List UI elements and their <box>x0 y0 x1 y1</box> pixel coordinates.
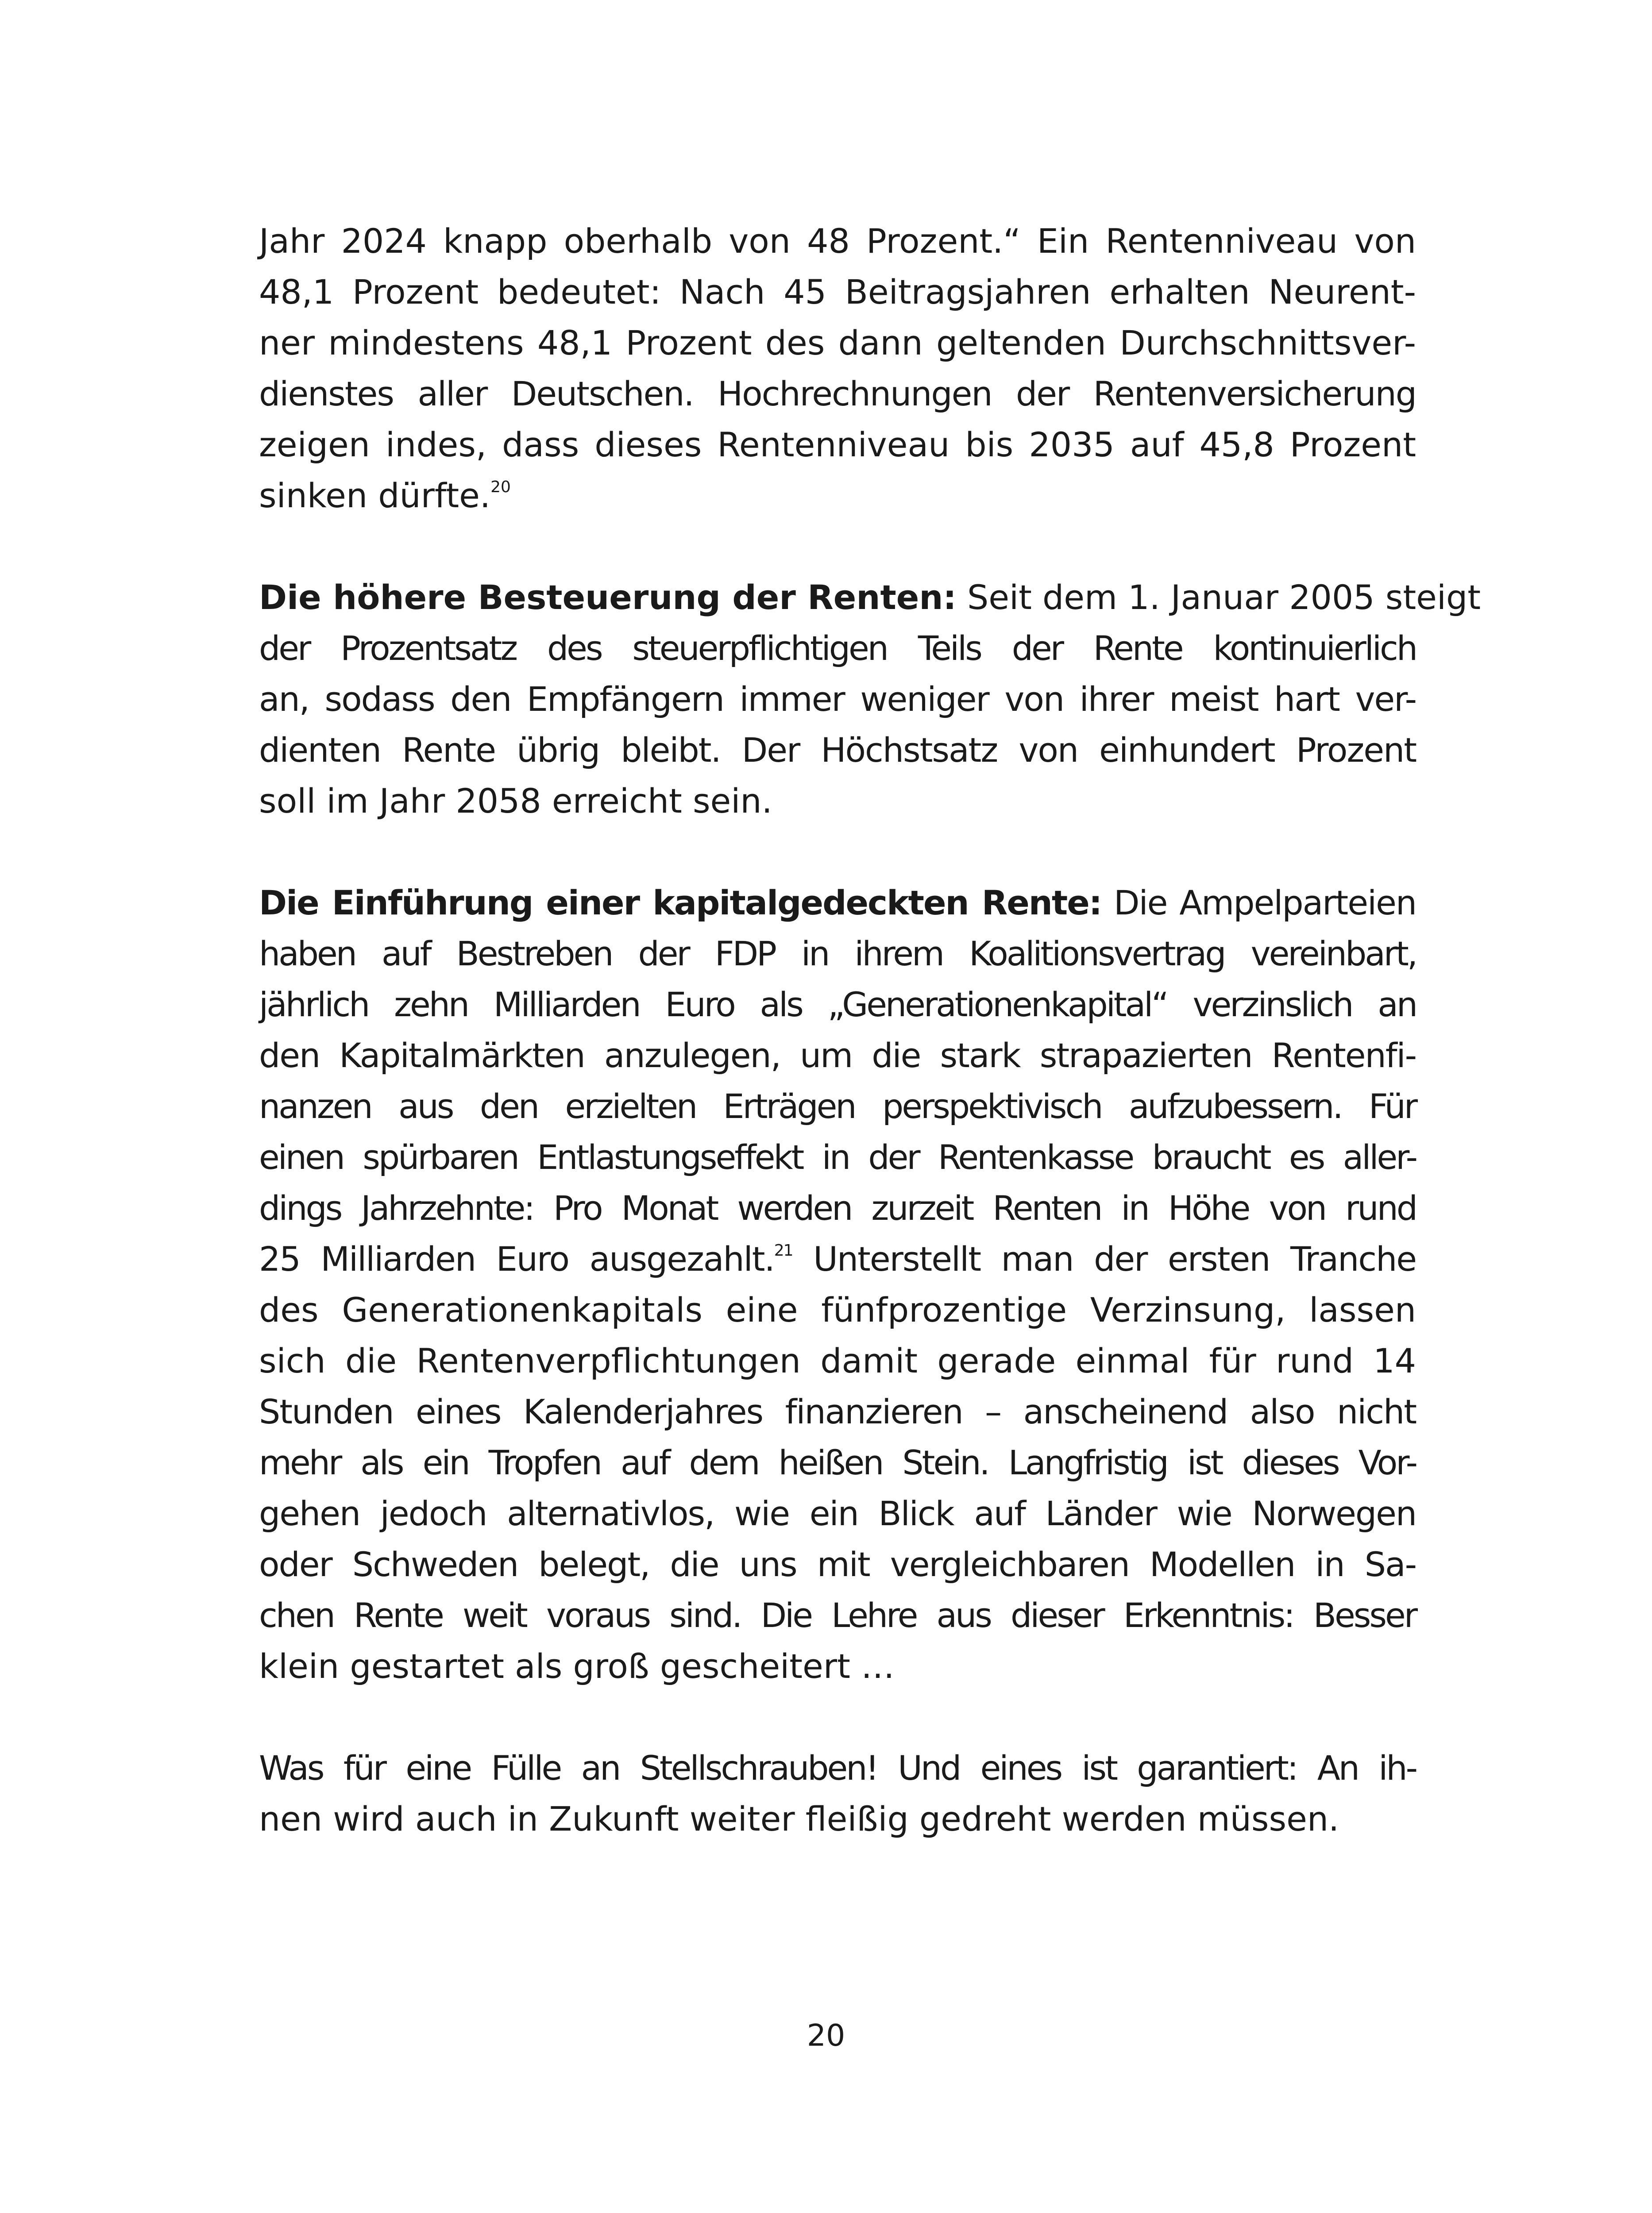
text-line: des Generationenkapitals eine fünfprozentige Verzinsung, lassen <box>259 1290 1416 1330</box>
text-line: klein gestartet als groß gescheitert … <box>259 1646 895 1686</box>
text-line: Jahr 2024 knapp oberhalb von 48 Prozent.“ Ein Rentenniveau von <box>259 221 1416 261</box>
paragraph-heading: Die Einführung einer kapitalgedeckten Rente: <box>259 883 1102 922</box>
text-line: gehen jedoch alternativlos, wie ein Blick auf Länder wie Norwegen <box>259 1494 1416 1533</box>
text-line: den Kapitalmärkten anzulegen, um die stark strapazierten Rentenfi- <box>259 1036 1416 1075</box>
text-line: jährlich zehn Milliarden Euro als „Generationenkapital“ verzinslich an <box>259 985 1416 1024</box>
text-line: soll im Jahr 2058 erreicht sein. <box>259 781 772 821</box>
text-line: an, sodass den Empfängern immer weniger von ihrer meist hart ver- <box>259 679 1416 719</box>
text-line: sich die Rentenverpflichtungen damit gerade einmal für rund 14 <box>259 1341 1416 1380</box>
text-line: nen wird auch in Zukunft weiter fleißig gedreht werden müssen. <box>259 1799 1339 1839</box>
text-line <box>259 881 1416 925</box>
line-text: Seit dem 1. Januar 2005 steigt <box>956 578 1481 617</box>
line-text: 25 Milliarden Euro ausgezahlt. <box>259 1239 774 1279</box>
text-line: ner mindestens 48,1 Prozent des dann geltenden Durchschnittsver- <box>259 323 1416 362</box>
text-line: nanzen aus den erzielten Erträgen perspektivisch aufzubessern. Für <box>259 1087 1416 1126</box>
paragraph-heading: Die höhere Besteuerung der Renten: <box>259 578 957 617</box>
line-text: Die Ampelparteien <box>1101 883 1416 922</box>
text-line: dings Jahrzehnte: Pro Monat werden zurzeit Renten in Höhe von rund <box>259 1188 1416 1228</box>
footnote-marker: 21 <box>774 1241 793 1260</box>
text-line <box>259 474 1416 518</box>
text-line: Was für eine Fülle an Stellschrauben! Und eines ist garantiert: An ih- <box>259 1748 1416 1788</box>
text-line: Stunden eines Kalenderjahres finanzieren – anscheinend also nicht <box>259 1392 1416 1431</box>
text-line: oder Schweden belegt, die uns mit vergleichbaren Modellen in Sa- <box>259 1545 1416 1584</box>
text-line: haben auf Bestreben der FDP in ihrem Koalitionsvertrag vereinbart, <box>259 934 1416 973</box>
text-line: dienstes aller Deutschen. Hochrechnungen der Rentenversicherung <box>259 374 1416 413</box>
text-line: chen Rente weit voraus sind. Die Lehre aus dieser Erkenntnis: Besser <box>259 1596 1416 1635</box>
text-line <box>259 1237 1416 1281</box>
text-line <box>259 575 1481 620</box>
text-line: zeigen indes, dass dieses Rentenniveau bis 2035 auf 45,8 Prozent <box>259 425 1416 464</box>
text-line: einen spürbaren Entlastungseffekt in der Rentenkasse braucht es aller- <box>259 1137 1416 1177</box>
line-text: Unterstellt man der ersten Tranche <box>792 1239 1416 1279</box>
line-text: sinken dürfte. <box>259 476 491 515</box>
text-line: dienten Rente übrig bleibt. Der Höchstsatz von einhundert Prozent <box>259 730 1416 770</box>
text-line: der Prozentsatz des steuerpflichtigen Teils der Rente kontinuierlich <box>259 628 1416 668</box>
text-line: 48,1 Prozent bedeutet: Nach 45 Beitragsjahren erhalten Neurent- <box>259 272 1416 312</box>
text-line: mehr als ein Tropfen auf dem heißen Stein. Langfristig ist dieses Vor- <box>259 1443 1416 1482</box>
page-number: 20 <box>807 2018 845 2053</box>
footnote-marker: 20 <box>490 478 511 496</box>
